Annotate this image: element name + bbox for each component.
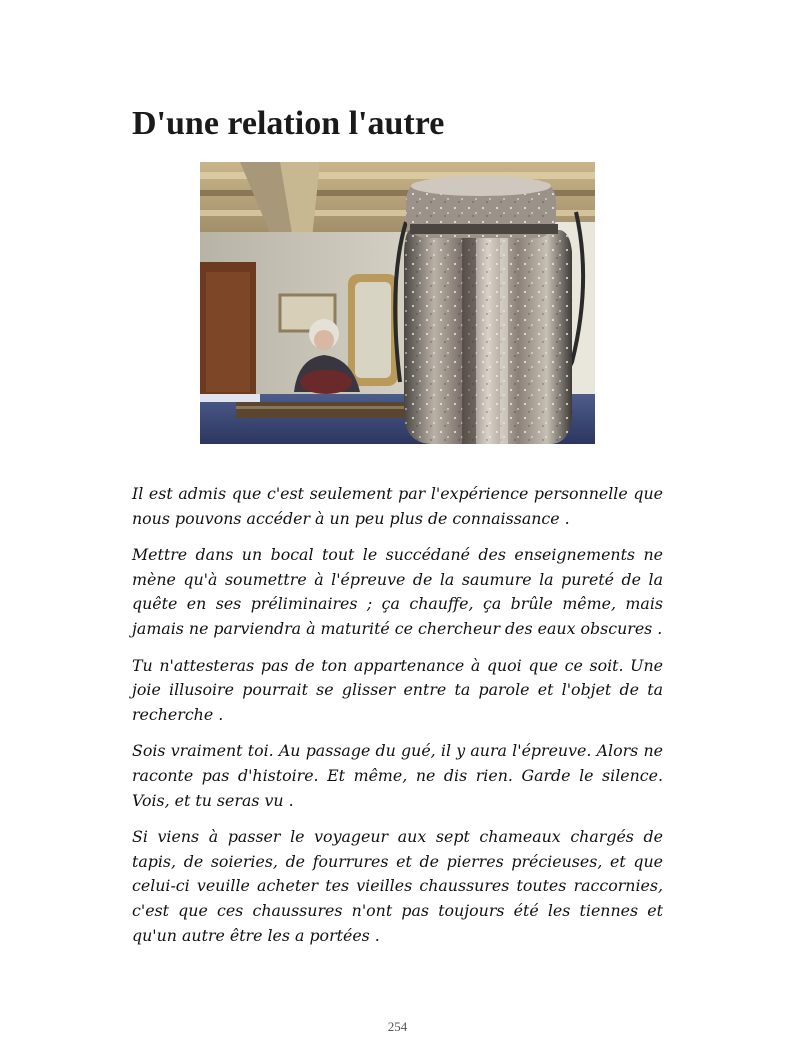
jar-lantern-photo — [200, 162, 595, 444]
paragraph: Il est admis que c'est seulement par l'expérience personnelle que nous pouvons accéder à un peu plus de connaissance . — [132, 484, 663, 528]
page-number: 254 — [387, 1019, 408, 1034]
paragraph: Mettre dans un bocal tout le succédané des enseignements ne mène qu'à soumettre à l'épreuve de la saumure la pureté de la quête en ses préliminaires ; ça chauffe, ça brûle même, mais jamais ne parviendra à maturité ce chercheur des eaux obscures . — [132, 545, 663, 638]
paragraph: Si viens à passer le voyageur aux sept chameaux chargés de tapis, de soieries, de fourrures et de pierres précieuses, et que celui-ci veuille acheter tes vieilles chaussures toutes raccornies, c'est que ces chaussures n'ont pas toujours été les tiennes et qu'un autre être les a portées . — [132, 827, 663, 945]
body-text — [132, 482, 663, 960]
paragraph: Tu n'attesteras pas de ton appartenance à quoi que ce soit. Une joie illusoire pourrait se glisser entre ta parole et l'objet de ta recherche . — [132, 655, 663, 724]
page-title: D'une relation l'autre — [132, 105, 445, 142]
paragraph: Sois vraiment toi. Au passage du gué, il y aura l'épreuve. Alors ne raconte pas d'histoire. Et même, ne dis rien. Garde le silence. Vois, et tu seras vu . — [132, 741, 663, 810]
